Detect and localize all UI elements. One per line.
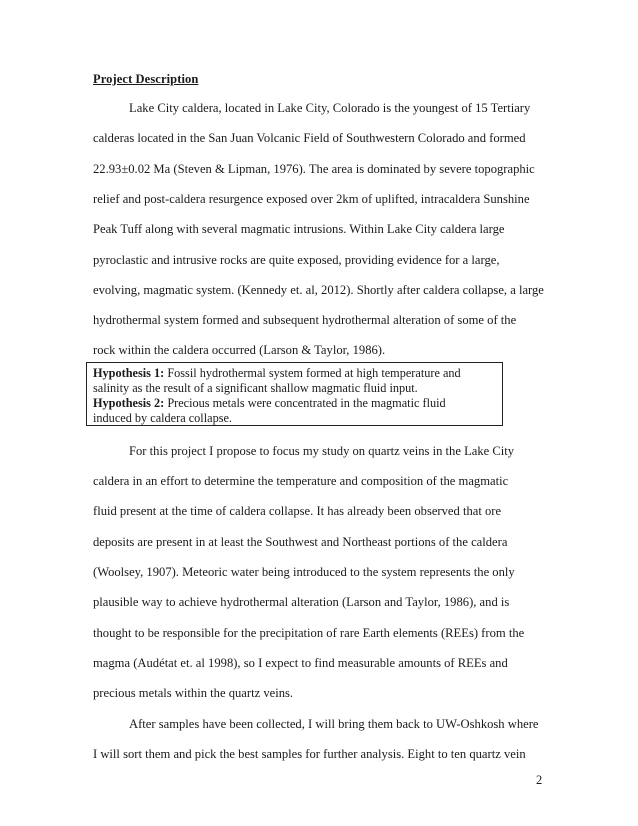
paragraph2-line: (Woolsey, 1907). Meteoric water being introduced to the system represents the only [93,565,515,579]
paragraph1-line: 22.93±0.02 Ma (Steven & Lipman, 1976). The area is dominated by severe topographic [93,162,535,176]
paragraph2-line: magma (Audétat et. al 1998), so I expect to find measurable amounts of REEs and [93,656,508,670]
paragraph1-line: pyroclastic and intrusive rocks are quite exposed, providing evidence for a large, [93,253,500,267]
paragraph1-line: Lake City caldera, located in Lake City, Colorado is the youngest of 15 Tertiary [129,101,531,115]
paragraph1-line: evolving, magmatic system. (Kennedy et. al, 2012). Shortly after caldera collapse, a large [93,283,544,297]
hypothesis-1-label: Hypothesis 1: [93,366,165,380]
paragraph1-line: relief and post-caldera resurgence exposed over 2km of uplifted, intracaldera Sunshine [93,192,530,206]
hypotheses-box [86,362,503,426]
paragraph2-line: fluid present at the time of caldera collapse. It has already been observed that ore [93,504,502,518]
paragraph3-line: After samples have been collected, I will bring them back to UW-Oshkosh where [129,717,539,731]
hypothesis-1-text: Fossil hydrothermal system formed at high temperature and [164,366,461,380]
paragraph1-line: Peak Tuff along with several magmatic intrusions. Within Lake City caldera large [93,222,505,236]
section-heading: Project Description [93,72,199,86]
paragraph3-line: I will sort them and pick the best samples for further analysis. Eight to ten quartz vein [93,747,526,761]
paragraph1-line: rock within the caldera occurred (Larson & Taylor, 1986). [93,343,386,357]
hypothesis-2-text: Precious metals were concentrated in the magmatic fluid [164,396,446,410]
paragraph2-line: precious metals within the quartz veins. [93,686,294,700]
hypothesis-2-label: Hypothesis 2: [93,396,165,410]
paragraph1-line: calderas located in the San Juan Volcanic Field of Southwestern Colorado and formed [93,131,526,145]
paragraph2-line: deposits are present in at least the Southwest and Northeast portions of the caldera [93,535,508,549]
paragraph1-line: hydrothermal system formed and subsequent hydrothermal alteration of some of the [93,313,517,327]
page-number: 2 [536,773,543,787]
hypothesis-2-text-cont: induced by caldera collapse. [93,411,233,425]
hypothesis-1-line [93,366,498,381]
hypothesis-1-text-cont: salinity as the result of a significant shallow magmatic fluid input. [93,381,418,395]
paragraph2-line: plausible way to achieve hydrothermal alteration (Larson and Taylor, 1986), and is [93,595,510,609]
hypothesis-2-line [93,396,498,411]
paragraph2-line: For this project I propose to focus my study on quartz veins in the Lake City [129,444,515,458]
paragraph2-line: thought to be responsible for the precipitation of rare Earth elements (REEs) from the [93,626,525,640]
paragraph2-line: caldera in an effort to determine the temperature and composition of the magmatic [93,474,509,488]
